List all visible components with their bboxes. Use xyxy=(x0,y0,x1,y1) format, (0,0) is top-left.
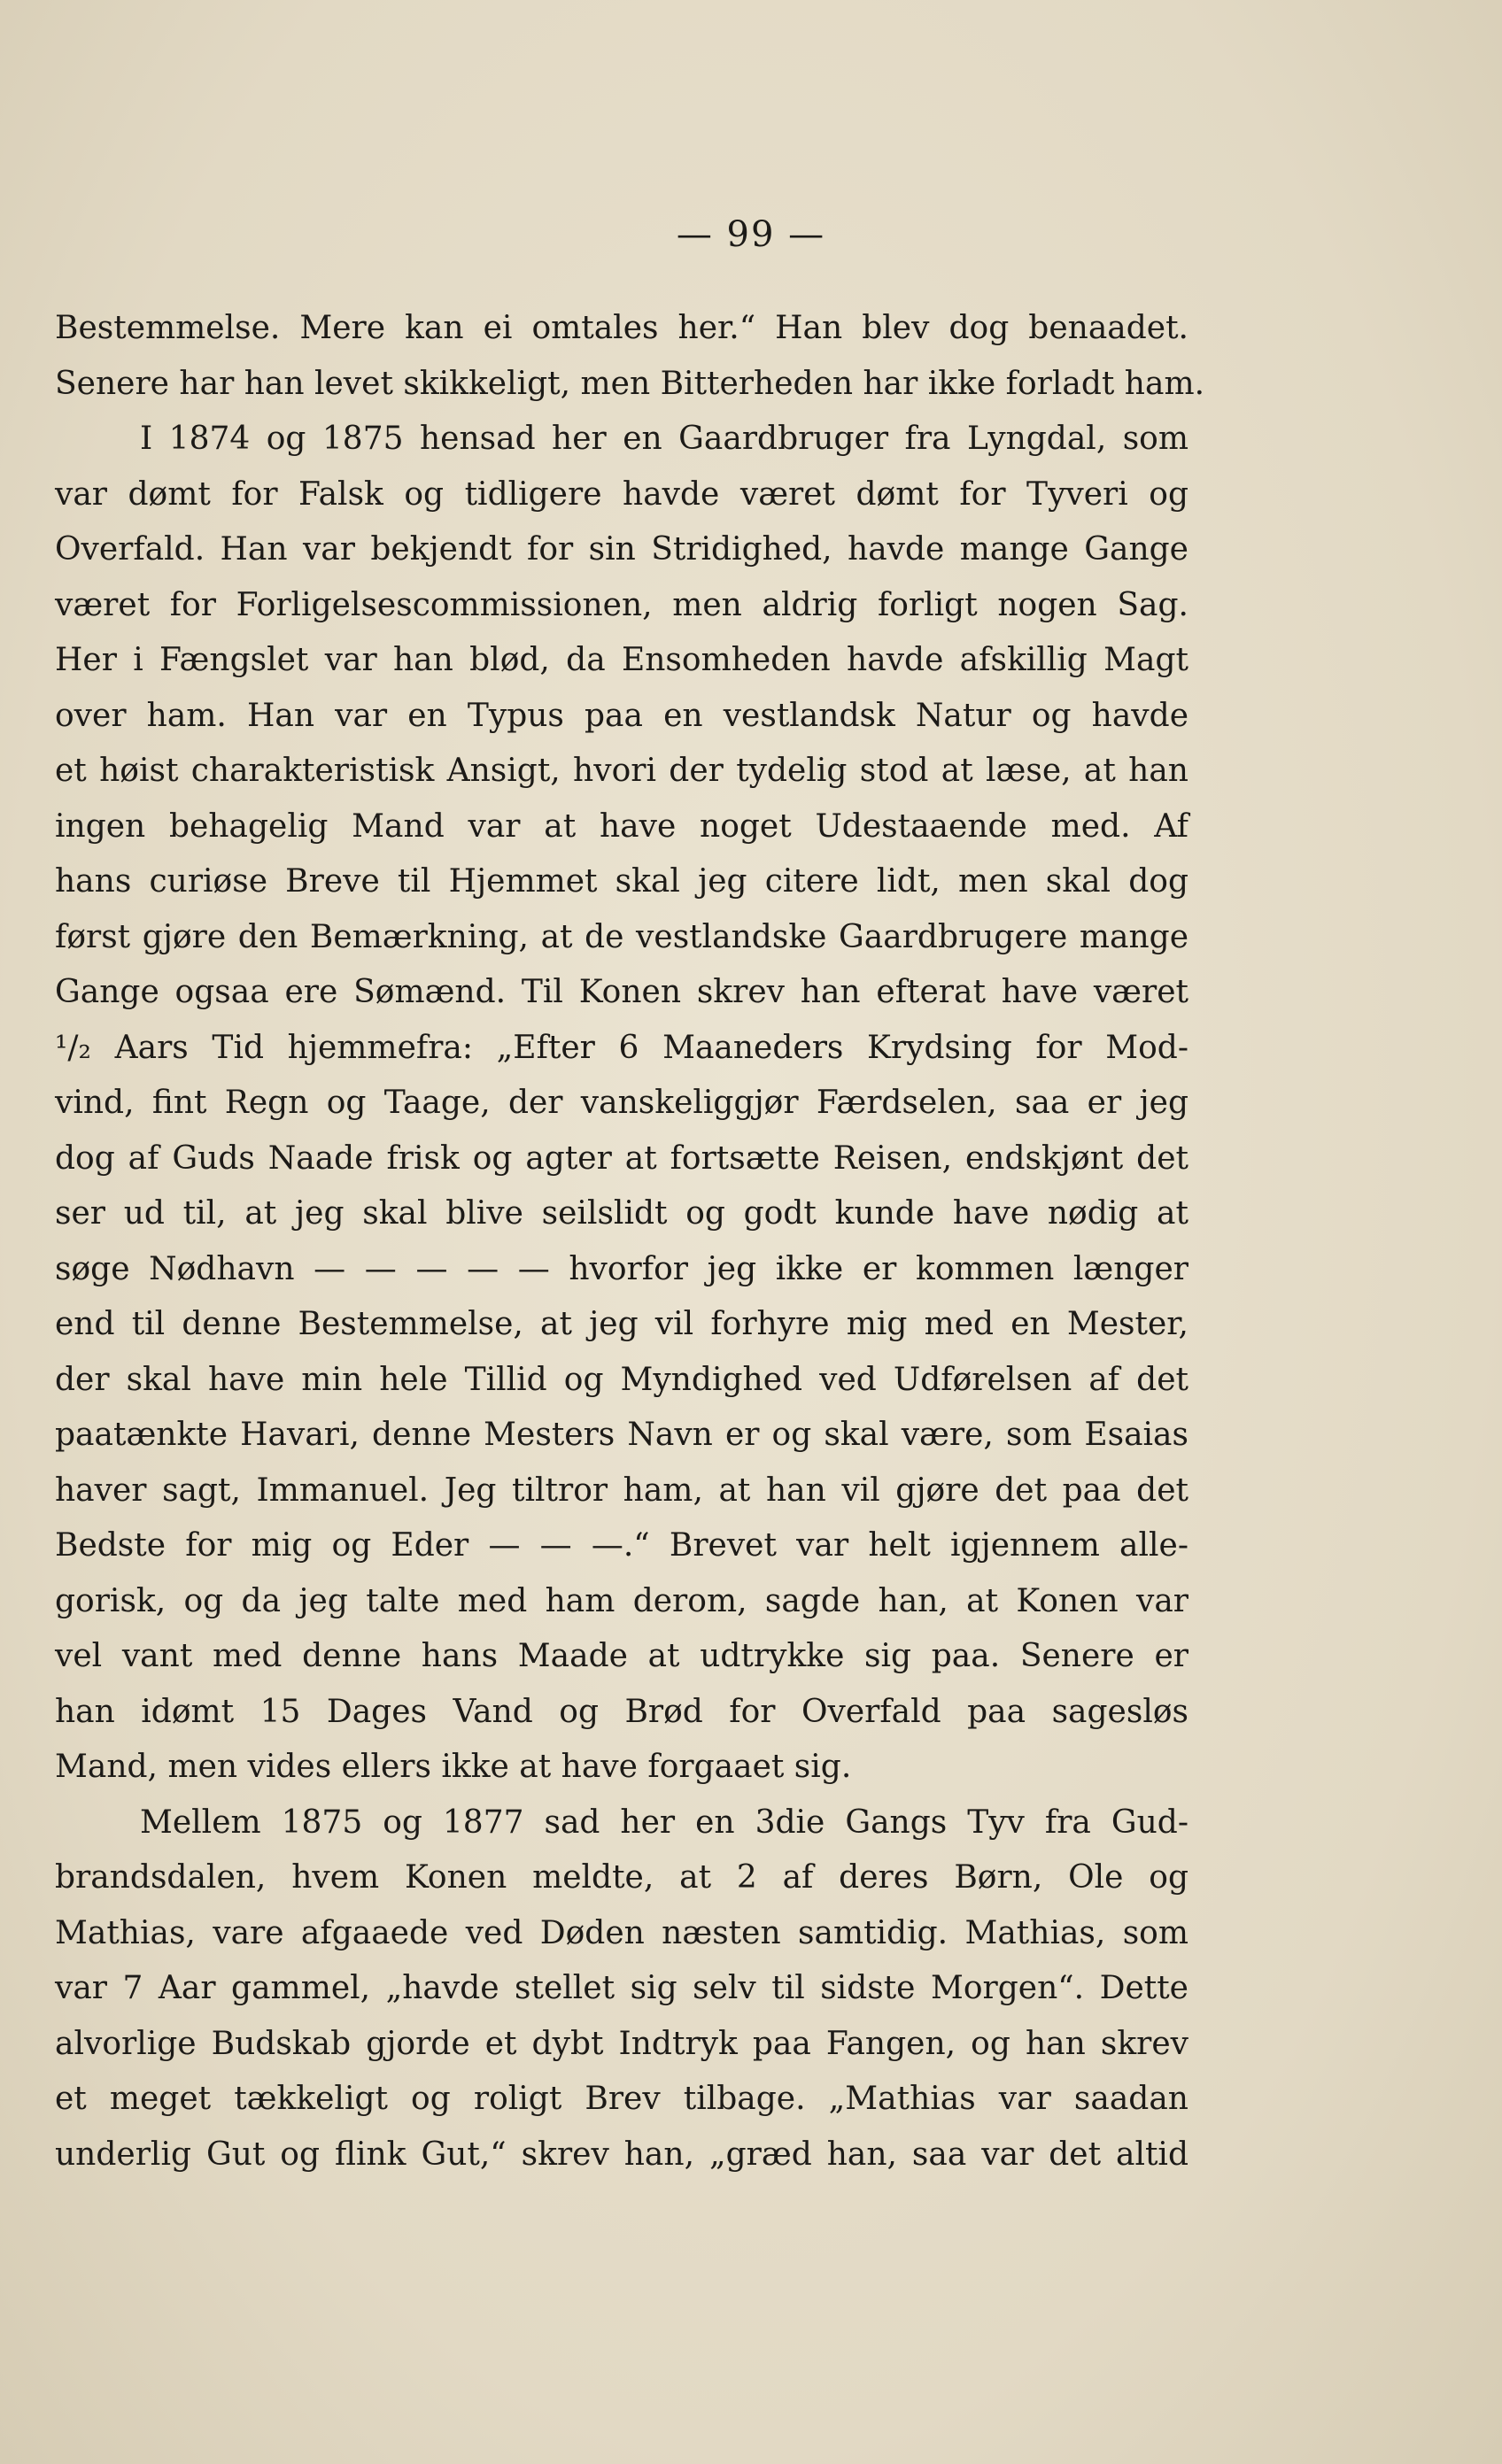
text-line: ingen behagelig Mand var at have noget Udestaaende med. Af xyxy=(55,807,1188,845)
text-line: Overfald. Han var bekjendt for sin Stridighed, havde mange Gange xyxy=(55,531,1188,568)
text-line: alvorlige Budskab gjorde et dybt Indtryk paa Fangen, og han skrev xyxy=(55,2025,1188,2062)
body-text xyxy=(55,301,1205,2182)
text-line: I 1874 og 1875 hensad her en Gaardbruger fra Lyngdal, som xyxy=(140,421,1188,457)
text-line: underlig Gut og flink Gut,“ skrev han, „græd han, saa var det altid xyxy=(55,2136,1188,2173)
text-line: hans curiøse Breve til Hjemmet skal jeg citere lidt, men skal dog xyxy=(55,863,1188,900)
text-line: end til denne Bestemmelse, at jeg vil forhyre mig med en Mester, xyxy=(55,1306,1188,1342)
text-line: et meget tækkeligt og roligt Brev tilbage. „Mathias var saadan xyxy=(55,2081,1188,2117)
text-line: haver sagt, Immanuel. Jeg tiltror ham, at han vil gjøre det paa det xyxy=(55,1471,1188,1509)
text-line: været for Forligelsescommissionen, men aldrig forligt nogen Sag. xyxy=(55,586,1188,623)
text-line: Senere har han levet skikkeligt, men Bitterheden har ikke forladt ham. xyxy=(55,365,1205,402)
text-line: Her i Fængslet var han blød, da Ensomheden havde afskillig Magt xyxy=(55,642,1188,678)
text-line: ser ud til, at jeg skal blive seilslidt og godt kunde have nødig at xyxy=(55,1195,1188,1232)
text-line: vel vant med denne hans Maade at udtrykke sig paa. Senere er xyxy=(55,1638,1188,1674)
text-line: var dømt for Falsk og tidligere havde været dømt for Tyveri og xyxy=(55,475,1188,513)
text-line: brandsdalen, hvem Konen meldte, at 2 af deres Børn, Ole og xyxy=(55,1859,1188,1896)
text-line: var 7 Aar gammel, „havde stellet sig selv til sidste Morgen“. Dette xyxy=(55,1970,1188,2006)
text-line: Mellem 1875 og 1877 sad her en 3die Gangs Tyv fra Gud- xyxy=(140,1804,1188,1841)
text-line: han idømt 15 Dages Vand og Brød for Overfald paa sagesløs xyxy=(55,1693,1188,1730)
text-line: ¹/₂ Aars Tid hjemmefra: „Efter 6 Maaneders Krydsing for Mod- xyxy=(55,1029,1188,1066)
text-line: vind, fint Regn og Taage, der vanskeliggjør Færdselen, saa er jeg xyxy=(55,1085,1188,1121)
text-line: paatænkte Havari, denne Mesters Navn er og skal være, som Esaias xyxy=(55,1417,1188,1453)
text-line: først gjøre den Bemærkning, at de vestlandske Gaardbrugere mange xyxy=(55,918,1188,955)
text-line: der skal have min hele Tillid og Myndighed ved Udførelsen af det xyxy=(55,1361,1188,1398)
text-line: Mand, men vides ellers ikke at have forgaaet sig. xyxy=(55,1749,852,1785)
page-number: — 99 — xyxy=(676,214,826,255)
text-line: Bedste for mig og Eder — — —.“ Brevet var helt igjennem alle- xyxy=(55,1527,1188,1564)
text-line: Bestemmelse. Mere kan ei omtales her.“ Han blev dog benaadet. xyxy=(55,310,1188,346)
text-line: gorisk, og da jeg talte med ham derom, sagde han, at Konen var xyxy=(55,1582,1188,1619)
text-line: Mathias, vare afgaaede ved Døden næsten samtidig. Mathias, som xyxy=(55,1914,1188,1951)
text-line: over ham. Han var en Typus paa en vestlandsk Natur og havde xyxy=(55,697,1188,734)
text-line: dog af Guds Naade frisk og agter at fortsætte Reisen, endskjønt det xyxy=(55,1139,1188,1177)
text-line: et høist charakteristisk Ansigt, hvori der tydelig stod at læse, at han xyxy=(55,753,1188,789)
text-line: søge Nødhavn — — — — — hvorfor jeg ikke er kommen længer xyxy=(55,1250,1188,1287)
text-line: Gange ogsaa ere Sømænd. Til Konen skrev han efterat have været xyxy=(55,974,1188,1010)
